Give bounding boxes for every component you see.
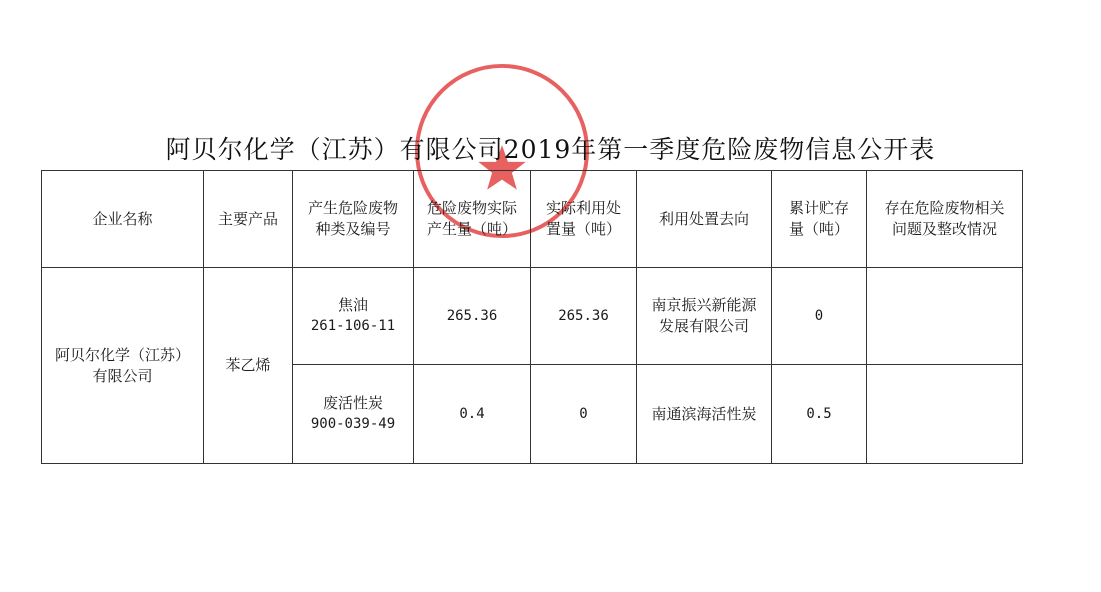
generated-cell: 265.36: [414, 268, 531, 365]
waste-info-table: [41, 170, 1023, 464]
header-company-name: 企业名称: [42, 171, 204, 268]
issues-cell: [867, 268, 1023, 365]
stored-cell: 0: [772, 268, 867, 365]
header-waste-type-line2: 种类及编号: [315, 220, 391, 238]
company-name-cell: [42, 268, 204, 464]
header-issues-line1: 存在危险废物相关: [884, 199, 1005, 217]
generated-cell: 0.4: [414, 365, 531, 464]
stored-cell: 0.5: [772, 365, 867, 464]
header-main-product: 主要产品: [204, 171, 293, 268]
waste-name: 焦油: [337, 296, 368, 314]
utilized-cell: 0: [531, 365, 637, 464]
header-destination: 利用处置去向: [637, 171, 772, 268]
destination-line1: 南京振兴新能源: [651, 296, 757, 314]
waste-name: 废活性炭: [322, 394, 383, 412]
table-row: [42, 268, 1023, 365]
header-generated-line1: 危险废物实际: [426, 199, 517, 217]
header-waste-type: [293, 171, 414, 268]
header-generated: [414, 171, 531, 268]
header-issues: [867, 171, 1023, 268]
destination-cell: [637, 365, 772, 464]
header-utilized-line2: 置量（吨）: [545, 220, 621, 238]
header-stored: [772, 171, 867, 268]
header-generated-line2: 产生量（吨）: [426, 220, 517, 238]
header-issues-line2: 问题及整改情况: [891, 220, 997, 238]
header-waste-type-line1: 产生危险废物: [307, 199, 398, 217]
company-name-line2: 有限公司: [92, 366, 153, 385]
destination-line2: 发展有限公司: [658, 317, 749, 335]
header-utilized: [531, 171, 637, 268]
waste-type-cell: [293, 365, 414, 464]
destination-line1: 南通滨海活性炭: [651, 404, 757, 423]
company-name-line1: 阿贝尔化学（江苏）: [54, 345, 190, 364]
waste-type-cell: [293, 268, 414, 365]
page-title: 阿贝尔化学（江苏）有限公司2019年第一季度危险废物信息公开表: [165, 135, 936, 164]
main-product-cell: 苯乙烯: [204, 268, 293, 464]
waste-code: 900-039-49: [310, 416, 396, 432]
destination-cell: [637, 268, 772, 365]
header-utilized-line1: 实际利用处: [545, 199, 621, 217]
issues-cell: [867, 365, 1023, 464]
waste-code: 261-106-11: [310, 318, 396, 334]
header-stored-line2: 量（吨）: [788, 220, 849, 238]
table-header-row: [42, 171, 1023, 268]
header-stored-line1: 累计贮存: [788, 199, 849, 217]
utilized-cell: 265.36: [531, 268, 637, 365]
